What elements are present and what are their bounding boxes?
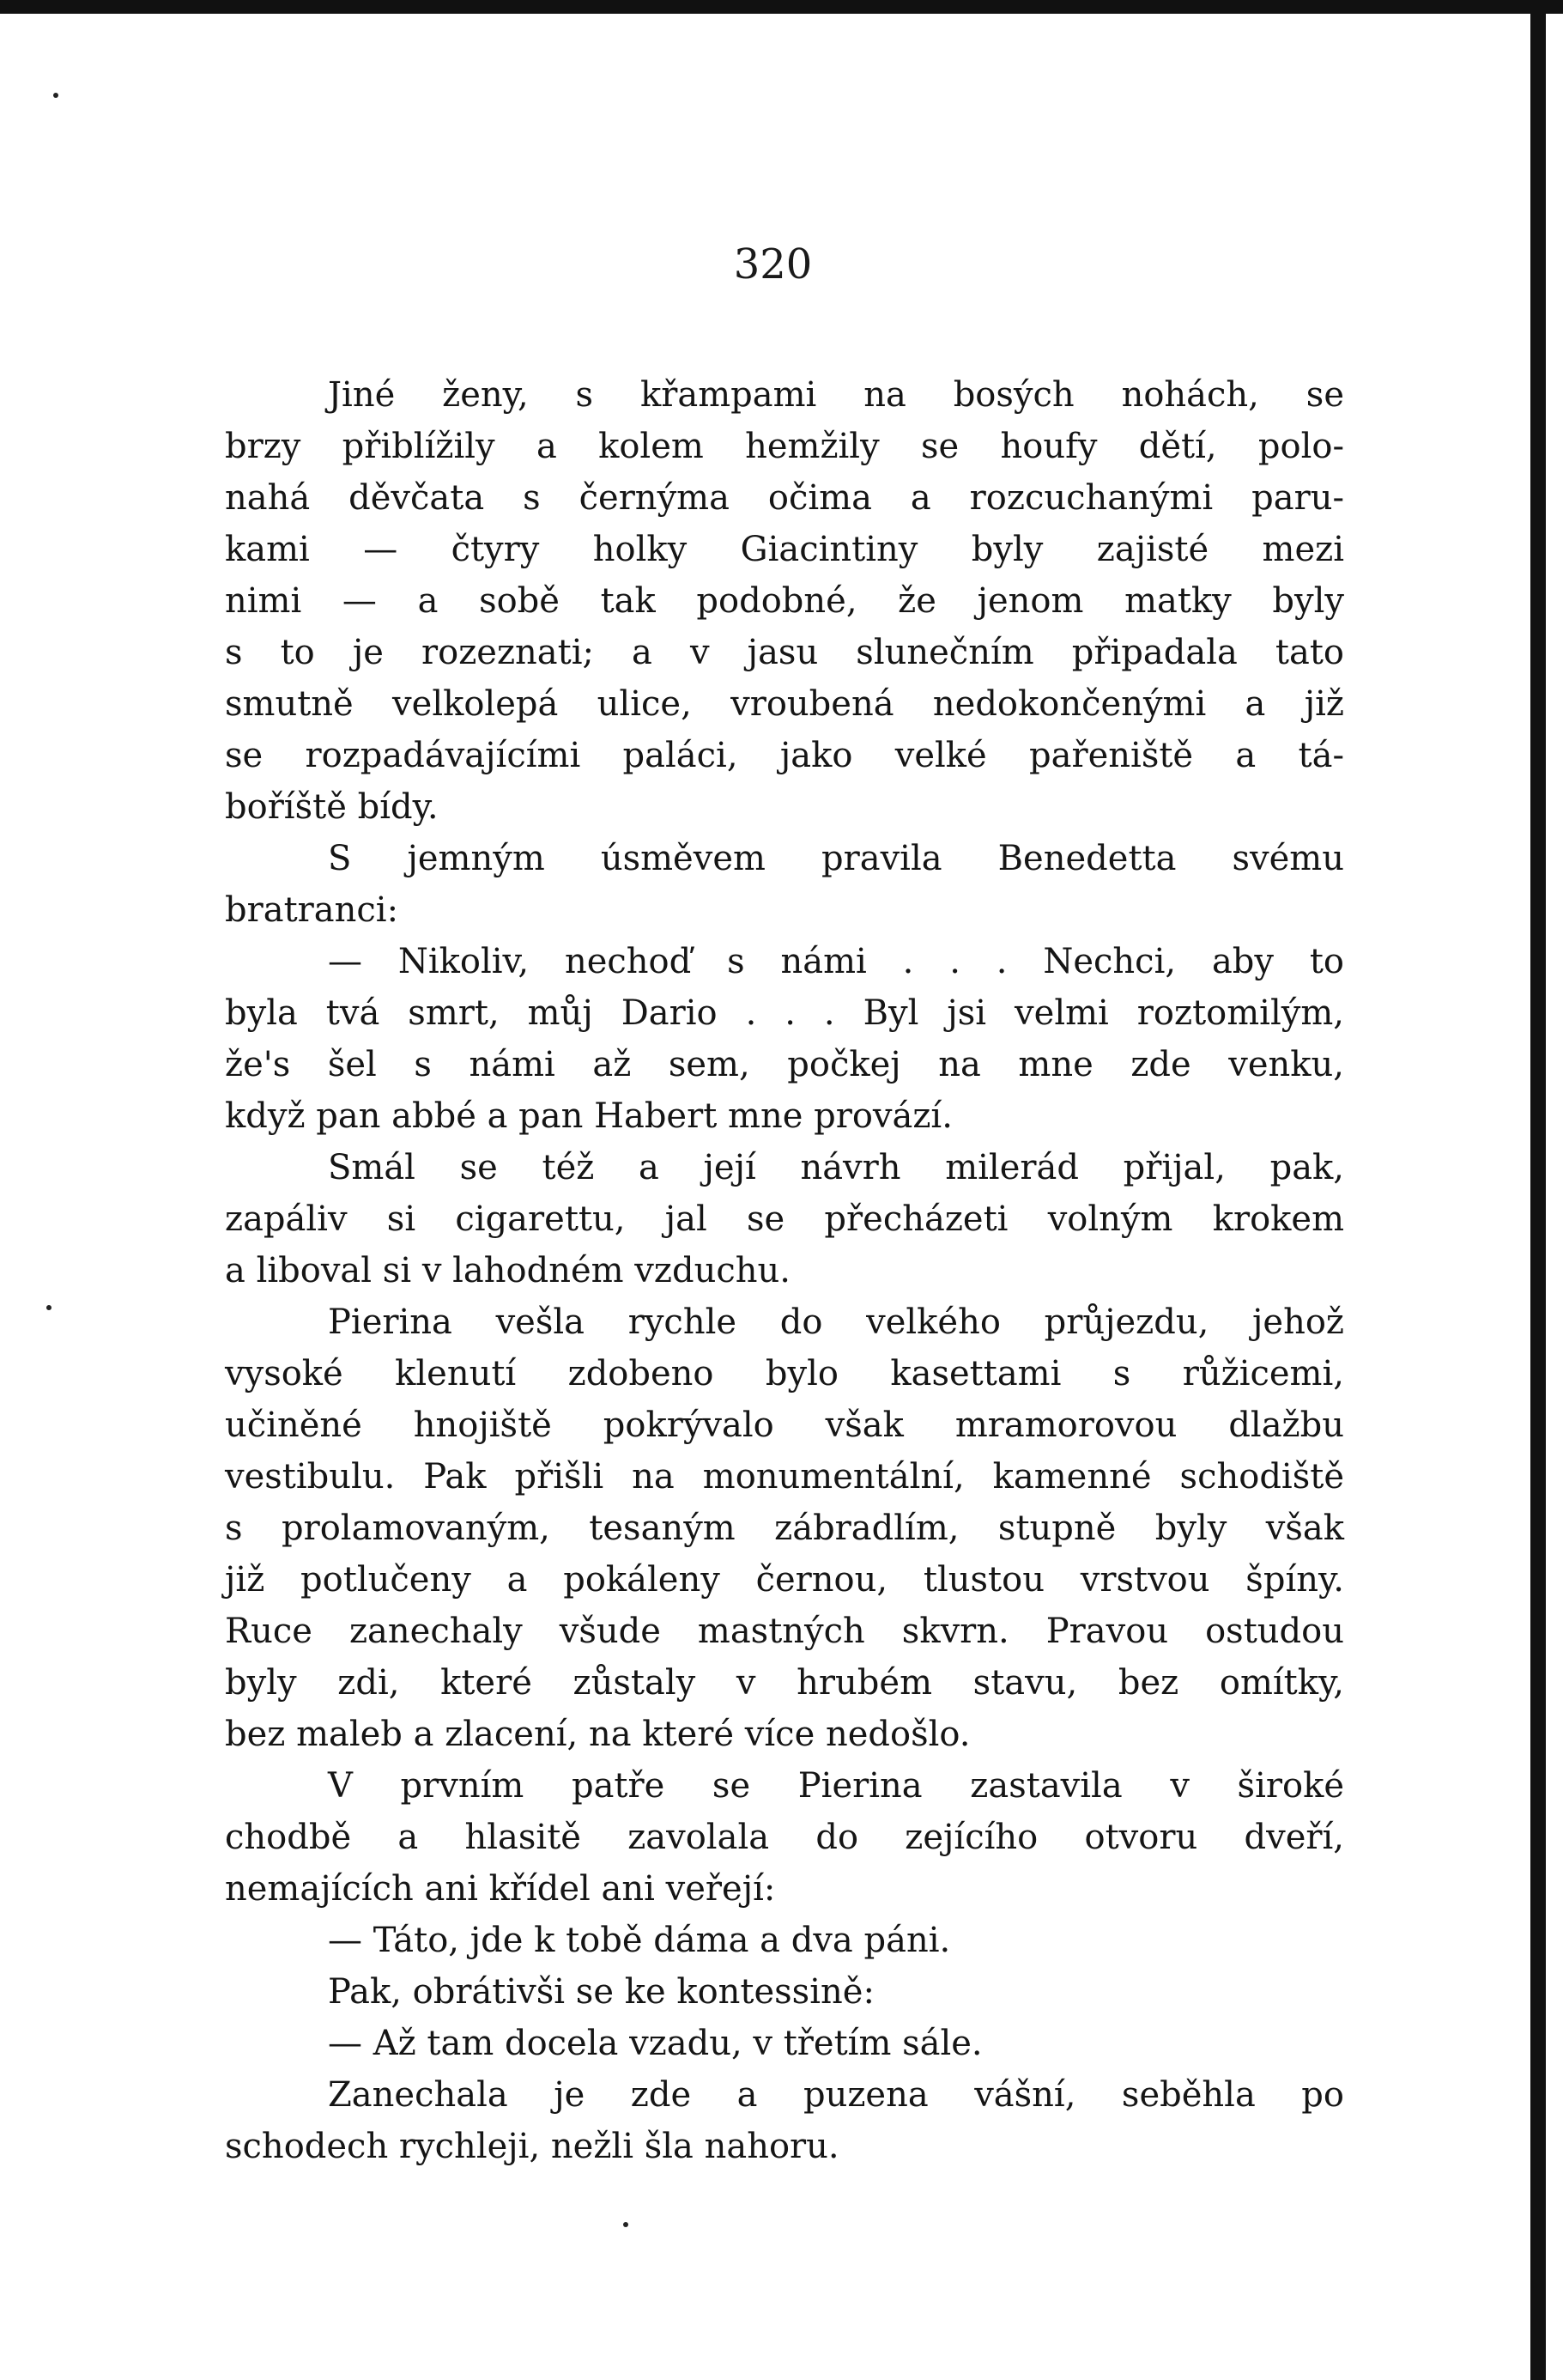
text-line: s prolamovaným, tesaným zábradlím, stupně byly však — [225, 1509, 1344, 1548]
text-line: nahá děvčata s černýma očima a rozcuchanými paru- — [225, 478, 1344, 518]
page-number: 320 — [733, 240, 813, 288]
text-line: Ruce zanechaly všude mastných skvrn. Pravou ostudou — [225, 1612, 1344, 1651]
text-line: Smál se též a její návrh milerád přijal, pak, — [328, 1148, 1344, 1187]
text-line: Zanechala je zde a puzena vášní, seběhla po — [328, 2075, 1344, 2115]
text-line: kami — čtyry holky Giacintiny byly zajisté mezi — [225, 530, 1344, 569]
text-line: schodech rychleji, nežli šla nahoru. — [225, 2127, 839, 2166]
scan-border-top — [0, 0, 1563, 14]
text-line: nimi — a sobě tak podobné, že jenom matky byly — [225, 581, 1344, 621]
text-line: učiněné hnojiště pokrývalo však mramorovou dlažbu — [225, 1406, 1344, 1445]
text-line: bez maleb a zlacení, na které více nedošlo. — [225, 1715, 971, 1754]
text-line: smutně velkolepá ulice, vroubená nedokončenými a již — [225, 684, 1344, 724]
text-line: byly zdi, které zůstaly v hrubém stavu, bez omítky, — [225, 1663, 1344, 1703]
text-line: s to je rozeznati; a v jasu slunečním připadala tato — [225, 633, 1344, 672]
text-line: — Až tam docela vzadu, v třetím sále. — [328, 2024, 983, 2063]
text-line: zapáliv si cigarettu, jal se přecházeti volným krokem — [225, 1199, 1344, 1239]
body-text — [225, 369, 1344, 2172]
text-line: Jiné ženy, s křampami na bosých nohách, se — [328, 375, 1344, 415]
text-line: že's šel s námi až sem, počkej na mne zde venku, — [225, 1045, 1344, 1084]
text-line: již potlučeny a pokáleny černou, tlustou vrstvou špíny. — [225, 1560, 1344, 1600]
text-line: S jemným úsměvem pravila Benedetta svému — [328, 839, 1344, 878]
text-line: Pak, obrátivši se ke kontessině: — [328, 1972, 875, 2012]
text-line: boříště bídy. — [225, 787, 439, 827]
text-line: když pan abbé a pan Habert mne provází. — [225, 1096, 953, 1136]
text-line: nemajících ani křídel ani veřejí: — [225, 1869, 776, 1909]
text-line: brzy přiblížily a kolem hemžily se houfy dětí, polo- — [225, 427, 1344, 466]
text-line: — Nikoliv, nechoď s námi . . . Nechci, aby to — [328, 942, 1344, 981]
text-line: bratranci: — [225, 890, 399, 930]
text-line: V prvním patře se Pierina zastavila v široké — [328, 1766, 1344, 1806]
text-line: byla tvá smrt, můj Dario . . . Byl jsi velmi roztomilým, — [225, 993, 1344, 1033]
text-line: a liboval si v lahodném vzduchu. — [225, 1251, 791, 1290]
print-speck — [623, 2222, 628, 2227]
print-speck — [53, 93, 58, 98]
text-line: Pierina vešla rychle do velkého průjezdu, jehož — [328, 1302, 1344, 1342]
text-line: — Táto, jde k tobě dáma a dva páni. — [328, 1921, 951, 1960]
text-line: vysoké klenutí zdobeno bylo kasettami s růžicemi, — [225, 1354, 1344, 1393]
text-line: se rozpadávajícími paláci, jako velké pařeniště a tá- — [225, 736, 1344, 775]
text-line: chodbě a hlasitě zavolala do zejícího otvoru dveří, — [225, 1818, 1344, 1857]
print-speck — [46, 1305, 51, 1310]
text-line: vestibulu. Pak přišli na monumentální, kamenné schodiště — [225, 1457, 1344, 1497]
scan-border-right — [1530, 0, 1546, 2380]
